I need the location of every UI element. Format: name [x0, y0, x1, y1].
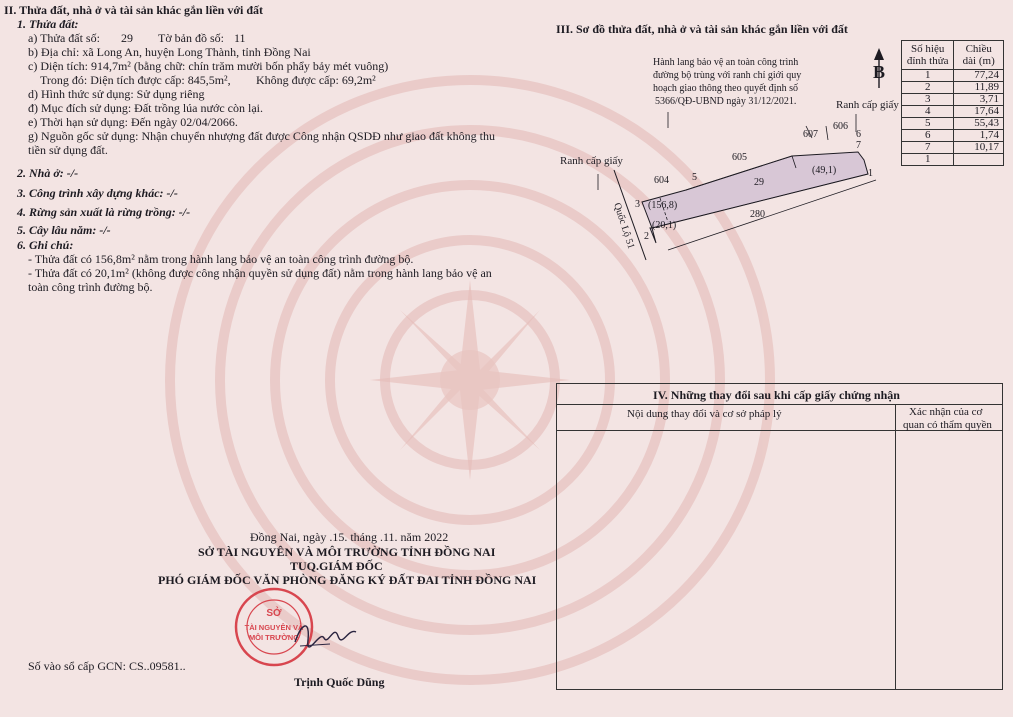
seal-bottom-text: MÔI TRƯỜNG: [248, 633, 300, 642]
corridor-note-line-3: hoạch giao thông theo quyết định số: [653, 83, 798, 94]
section-2-title: II. Thửa đất, nhà ở và tài sản khác gắn liền với đất: [4, 3, 264, 17]
area-granted: Trong đó: Diện tích được cấp: 845,5m²,: [40, 73, 231, 87]
land-title: 1. Thửa đất:: [17, 17, 79, 31]
seal-mid-text: TÀI NGUYÊN VÀ: [244, 623, 304, 632]
notes-title: 6. Ghi chú:: [17, 238, 74, 252]
area-label-not-granted: (20,1): [652, 220, 677, 231]
table-header-point: Số hiệu đỉnh thửa: [902, 41, 954, 70]
parcel-606: 606: [833, 121, 848, 132]
vertex-7: 7: [856, 140, 861, 151]
vertex-1: 1: [868, 168, 873, 179]
map-sheet-label: Tờ bản đồ số:: [158, 31, 225, 45]
purpose: đ) Mục đích sử dụng: Đất trồng lúa nước còn lại.: [28, 101, 263, 115]
signature: [290, 612, 360, 652]
term: e) Thời hạn sử dụng: Đến ngày 02/04/2066.: [28, 115, 238, 129]
col-header-confirmation-line-2: quan có thẩm quyền: [903, 419, 992, 431]
col-header-change-content: Nội dung thay đổi và cơ sở pháp lý: [627, 408, 782, 420]
signer-title: PHÓ GIÁM ĐỐC VĂN PHÒNG ĐĂNG KÝ ĐẤT ĐAI TỈNH ĐỒNG NAI: [158, 573, 537, 587]
col-header-confirmation-line-1: Xác nhận của cơ: [909, 406, 983, 418]
seal-center-text: SỞ: [266, 608, 282, 619]
parcel-number: 29: [121, 31, 133, 45]
origin-line-2: tiền sử dụng đất.: [28, 143, 108, 157]
book-number: Số vào sổ cấp GCN: CS..09581..: [28, 659, 186, 673]
address: b) Địa chỉ: xã Long An, huyện Long Thành, tỉnh Đồng Nai: [28, 45, 311, 59]
parcel-label: a) Thửa đất số:: [28, 31, 100, 45]
section-4-title: IV. Những thay đổi sau khi cấp giấy chứng nhận: [653, 388, 900, 402]
corridor-note-line-4: 5366/QĐ-UBND ngày 31/12/2021.: [655, 96, 797, 107]
road-label: Quốc Lộ 51: [611, 201, 637, 251]
vertex-2: 2: [644, 231, 649, 242]
org-name: SỞ TÀI NGUYÊN VÀ MÔI TRƯỜNG TỈNH ĐỒNG NAI: [198, 545, 496, 559]
boundary-label-right: Ranh cấp giấy: [836, 99, 899, 111]
perennial: 5. Cây lâu năm: -/-: [17, 223, 111, 237]
table-row: 2 11,89: [902, 82, 1004, 94]
boundary-length-table: [901, 40, 1004, 166]
area: c) Diện tích: 914,7m² (bằng chữ: chín trăm mười bốn phẩy bảy mét vuông): [28, 59, 389, 73]
table-row: 1: [902, 154, 1004, 166]
parcel-280: 280: [750, 209, 765, 220]
note-2-line-1: - Thửa đất có 20,1m² (không được công nhận quyền sử dụng đất) nằm trong hành lang bảo vệ an: [28, 266, 492, 280]
changes-box: [556, 383, 1003, 690]
signer-name: Trịnh Quốc Dũng: [294, 675, 385, 689]
parcel-605: 605: [732, 152, 747, 163]
table-row: 4 17,64: [902, 106, 1004, 118]
parcel-607: 607: [803, 129, 818, 140]
vertex-5: 5: [692, 172, 697, 183]
area-not-granted: Không được cấp: 69,2m²: [256, 73, 376, 87]
boundary-label-left: Ranh cấp giấy: [560, 155, 623, 167]
date-line: Đồng Nai, ngày .15. tháng .11. năm 2022: [250, 530, 449, 544]
origin-line-1: g) Nguồn gốc sử dụng: Nhận chuyển nhượng đất được Công nhận QSDĐ như giao đất không thu: [28, 129, 495, 143]
map-sheet-number: 11: [234, 31, 246, 45]
parcel-sketch: [556, 40, 901, 370]
authorization: TUQ.GIÁM ĐỐC: [290, 559, 383, 573]
forest: 4. Rừng sản xuất là rừng trồng: -/-: [17, 205, 191, 219]
area-label-corridor: (156,8): [648, 200, 678, 211]
usage-form: d) Hình thức sử dụng: Sử dụng riêng: [28, 87, 205, 101]
vertex-6: 6: [856, 129, 861, 140]
corridor-note-line-1: Hành lang bảo vệ an toàn công trình: [653, 57, 799, 68]
house: 2. Nhà ở: -/-: [17, 166, 79, 180]
section-3-title: III. Sơ đồ thửa đất, nhà ở và tài sản khác gắn liền với đất: [556, 22, 848, 36]
table-row: 3 3,71: [902, 94, 1004, 106]
corridor-note-line-2: đường bộ trùng với ranh chỉ giới quy: [653, 70, 802, 81]
parcel-29: 29: [754, 177, 764, 188]
table-row: 5 55,43: [902, 118, 1004, 130]
north-arrow-label: B: [872, 62, 886, 82]
table-header-length: Chiều dài (m): [954, 41, 1004, 70]
vertex-3: 3: [635, 199, 640, 210]
construction: 3. Công trình xây dựng khác: -/-: [17, 186, 178, 200]
table-row: 7 10,17: [902, 142, 1004, 154]
table-row: 6 1,74: [902, 130, 1004, 142]
note-1: - Thửa đất có 156,8m² nằm trong hành lang bảo vệ an toàn công trình đường bộ.: [28, 252, 414, 266]
note-2-line-2: toàn công trình đường bộ.: [28, 280, 153, 294]
table-row: 1 77,24: [902, 70, 1004, 82]
parcel-604: 604: [654, 175, 669, 186]
area-label-east: (49,1): [812, 165, 837, 176]
